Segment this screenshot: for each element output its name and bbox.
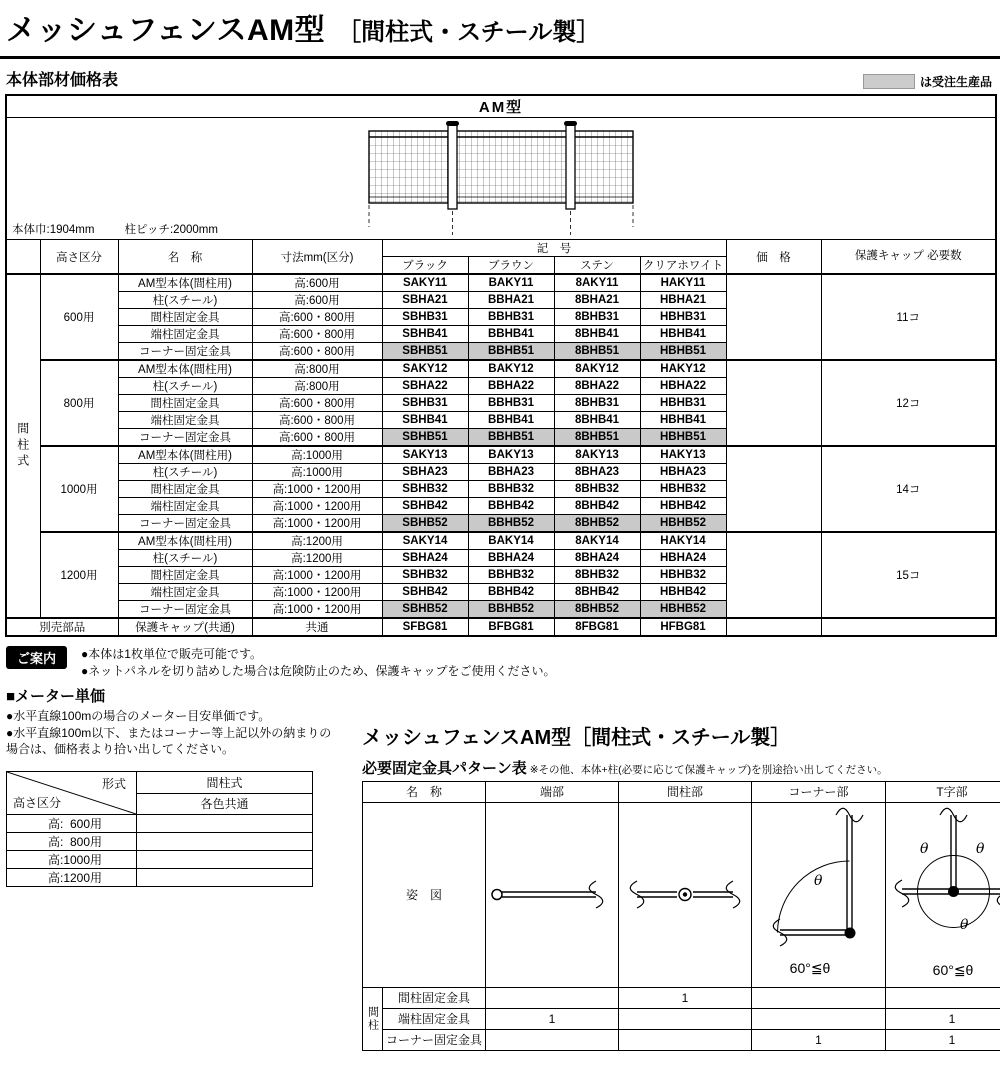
height-class-cell: 1000用 xyxy=(40,446,118,532)
corner-section-diagram xyxy=(754,803,884,987)
price-cell xyxy=(726,532,821,618)
dimension-cell: 高:600用 xyxy=(252,274,382,292)
page-header xyxy=(0,0,1000,59)
code-brown-cell: BBHA24 xyxy=(468,550,554,567)
code-stain-cell: 8FBG81 xyxy=(554,618,640,636)
code-stain-cell: 8AKY14 xyxy=(554,532,640,550)
code-black-cell: SBHB32 xyxy=(382,481,468,498)
diagonal-header-cell xyxy=(7,772,137,815)
price-table-subtitle: 本体部材価格表 xyxy=(6,72,119,89)
part-name-cell: コーナー固定金具 xyxy=(118,601,252,619)
col-header-corner: コーナー部 xyxy=(752,781,886,802)
fence-width-note: 本体巾:1904mm xyxy=(12,224,95,236)
col-header-code: 記 号 xyxy=(382,240,726,257)
code-black-cell: SBHA23 xyxy=(382,464,468,481)
code-brown-cell: BBHB51 xyxy=(468,343,554,361)
code-brown-cell: BBHB41 xyxy=(468,326,554,343)
theta-label: θ xyxy=(976,840,985,857)
qty-intermediate-cell: 1 xyxy=(619,987,752,1008)
part-name-cell: 端柱固定金具 xyxy=(118,498,252,515)
diagonal-header-type: 形式 xyxy=(101,777,126,792)
qty-end-cell xyxy=(486,1029,619,1050)
cap-count-cell: 11コ xyxy=(821,274,996,360)
table-row xyxy=(6,360,996,378)
fitting-name-cell: コーナー固定金具 xyxy=(383,1029,486,1050)
pattern-subtitle-row xyxy=(362,757,1000,778)
meter-price-title: ■メーター単価 xyxy=(6,687,106,705)
figure-label-cell: 姿 図 xyxy=(363,802,486,987)
pattern-note: ※その他、本体+柱(必要に応じて保護キャップ)を別途拾い出してください。 xyxy=(529,763,888,776)
col-header-name: 名 称 xyxy=(118,240,252,275)
col-header-dimension: 寸法mm(区分) xyxy=(252,240,382,275)
code-stain-cell: 8BHB51 xyxy=(554,343,640,361)
tee-section-diagram xyxy=(888,803,1000,987)
qty-corner-cell: 1 xyxy=(752,1029,886,1050)
model-name-header: AM型 xyxy=(6,95,996,118)
made-to-order-legend xyxy=(863,73,992,90)
fitting-name-cell: 間柱固定金具 xyxy=(383,987,486,1008)
part-name-cell: 保護キャップ(共通) xyxy=(118,618,252,636)
height-class-cell: 800用 xyxy=(40,360,118,446)
code-clearwhite-cell: HBHB31 xyxy=(640,395,726,412)
qty-end-cell xyxy=(486,987,619,1008)
fence-dimension-notes xyxy=(12,221,218,237)
diagonal-header-height: 高さ区分 xyxy=(13,796,62,811)
code-brown-cell: BAKY14 xyxy=(468,532,554,550)
qty-corner-cell xyxy=(752,1008,886,1029)
qty-end-cell: 1 xyxy=(486,1008,619,1029)
guide-section xyxy=(6,646,994,681)
table-row xyxy=(7,869,313,887)
code-brown-cell: BBHB32 xyxy=(468,481,554,498)
frame-type-label: 間柱 xyxy=(363,987,383,1050)
code-clearwhite-cell: HBHB41 xyxy=(640,326,726,343)
col-header-height: 高さ区分 xyxy=(40,240,118,275)
meter-price-cell xyxy=(137,851,313,869)
subtitle-row xyxy=(0,59,1000,94)
code-brown-cell: BBHB51 xyxy=(468,429,554,447)
dimension-cell: 高:1200用 xyxy=(252,550,382,567)
meter-price-table xyxy=(6,771,313,887)
meter-price-notes xyxy=(6,708,338,758)
dimension-cell: 高:800用 xyxy=(252,360,382,378)
post-pitch-note: 柱ピッチ:2000mm xyxy=(124,224,218,236)
code-brown-cell: BBHB32 xyxy=(468,567,554,584)
height-class-cell: 高: 800用 xyxy=(7,833,137,851)
code-stain-cell: 8BHA24 xyxy=(554,550,640,567)
part-name-cell: 間柱固定金具 xyxy=(118,395,252,412)
table-row xyxy=(7,851,313,869)
code-brown-cell: BAKY12 xyxy=(468,360,554,378)
cap-count-cell: 12コ xyxy=(821,360,996,446)
dimension-cell: 高:1000・1200用 xyxy=(252,567,382,584)
code-clearwhite-cell: HBHB52 xyxy=(640,601,726,619)
meter-price-cell xyxy=(137,815,313,833)
price-cell xyxy=(726,360,821,446)
code-clearwhite-cell: HBHB41 xyxy=(640,412,726,429)
code-stain-cell: 8BHB32 xyxy=(554,481,640,498)
code-brown-cell: BFBG81 xyxy=(468,618,554,636)
code-black-cell: SBHB41 xyxy=(382,412,468,429)
code-stain-cell: 8BHB31 xyxy=(554,395,640,412)
code-clearwhite-cell: HBHB32 xyxy=(640,481,726,498)
code-black-cell: SBHB32 xyxy=(382,567,468,584)
code-brown-cell: BBHA22 xyxy=(468,378,554,395)
dimension-cell: 高:600・800用 xyxy=(252,412,382,429)
dimension-cell: 高:1000・1200用 xyxy=(252,498,382,515)
height-class-cell: 高:1200用 xyxy=(7,869,137,887)
dimension-cell: 高:1000・1200用 xyxy=(252,515,382,533)
dimension-cell: 共通 xyxy=(252,618,382,636)
code-black-cell: SAKY11 xyxy=(382,274,468,292)
part-name-cell: 柱(スチール) xyxy=(118,464,252,481)
code-clearwhite-cell: HBHB51 xyxy=(640,429,726,447)
col-header-intermediate: 間柱部 xyxy=(619,781,752,802)
code-clearwhite-cell: HBHA21 xyxy=(640,292,726,309)
intermediate-post-cell xyxy=(619,802,752,987)
table-row xyxy=(6,446,996,464)
part-name-cell: 柱(スチール) xyxy=(118,550,252,567)
tee-section-cell xyxy=(886,802,1000,987)
dimension-cell: 高:600・800用 xyxy=(252,429,382,447)
dimension-cell: 高:600・800用 xyxy=(252,395,382,412)
code-clearwhite-cell: HAKY14 xyxy=(640,532,726,550)
part-name-cell: 端柱固定金具 xyxy=(118,584,252,601)
part-name-cell: AM型本体(間柱用) xyxy=(118,532,252,550)
code-stain-cell: 8BHA21 xyxy=(554,292,640,309)
code-clearwhite-cell: HBHB42 xyxy=(640,498,726,515)
code-brown-cell: BBHB42 xyxy=(468,498,554,515)
meter-price-section xyxy=(6,685,338,1051)
part-name-cell: AM型本体(間柱用) xyxy=(118,360,252,378)
code-black-cell: SBHB31 xyxy=(382,309,468,326)
angle-condition-label: 60°≦θ xyxy=(932,961,974,978)
part-name-cell: コーナー固定金具 xyxy=(118,515,252,533)
code-black-cell: SAKY13 xyxy=(382,446,468,464)
bottom-section xyxy=(6,685,995,1051)
code-stain-cell: 8BHB51 xyxy=(554,429,640,447)
code-black-cell: SBHB41 xyxy=(382,326,468,343)
dimension-cell: 高:1200用 xyxy=(252,532,382,550)
table-row xyxy=(6,95,996,118)
code-black-cell: SAKY12 xyxy=(382,360,468,378)
angle-condition-label: 60°≦θ xyxy=(789,959,831,976)
qty-tee-cell: 1 xyxy=(886,1008,1000,1029)
meter-note-line: ●水平直線100m以下、またはコーナー等上記以外の納まりの場合は、価格表より拾い出してください。 xyxy=(6,725,332,757)
corner-section-cell xyxy=(752,802,886,987)
dimension-cell: 高:800用 xyxy=(252,378,382,395)
code-black-cell: SBHB42 xyxy=(382,498,468,515)
part-name-cell: 間柱固定金具 xyxy=(118,309,252,326)
code-stain-cell: 8BHB41 xyxy=(554,412,640,429)
col-header-color-clearwhite: クリアホワイト xyxy=(640,257,726,275)
accessory-category-cell: 別売部品 xyxy=(6,618,118,636)
part-name-cell: 端柱固定金具 xyxy=(118,326,252,343)
height-class-cell: 高:1000用 xyxy=(7,851,137,869)
part-name-cell: コーナー固定金具 xyxy=(118,429,252,447)
price-cell xyxy=(726,618,821,636)
theta-label: θ xyxy=(960,916,969,933)
dimension-cell: 高:600用 xyxy=(252,292,382,309)
page-title: メッシュフェンスAM型 xyxy=(6,14,326,47)
code-clearwhite-cell: HAKY11 xyxy=(640,274,726,292)
part-name-cell: 間柱固定金具 xyxy=(118,567,252,584)
dimension-cell: 高:1000用 xyxy=(252,464,382,481)
code-brown-cell: BBHB41 xyxy=(468,412,554,429)
code-black-cell: SBHB31 xyxy=(382,395,468,412)
guide-note-line: ●本体は1枚単位で販売可能です。 xyxy=(81,647,262,661)
col-header-name: 名 称 xyxy=(363,781,486,802)
meter-note-line: ●水平直線100mの場合のメーター目安単価です。 xyxy=(6,708,271,723)
meter-price-cell xyxy=(137,833,313,851)
part-name-cell: 間柱固定金具 xyxy=(118,481,252,498)
qty-intermediate-cell xyxy=(619,1029,752,1050)
table-row xyxy=(363,1029,1000,1050)
guide-label: ご案内 xyxy=(6,646,67,669)
code-stain-cell: 8BHB41 xyxy=(554,326,640,343)
dimension-cell: 高:600・800用 xyxy=(252,343,382,361)
price-cell xyxy=(726,446,821,532)
code-stain-cell: 8AKY13 xyxy=(554,446,640,464)
code-stain-cell: 8BHB31 xyxy=(554,309,640,326)
fitting-pattern-table xyxy=(362,781,1000,1051)
page-title-suffix: ［間柱式・スチール製］ xyxy=(337,19,601,46)
table-row xyxy=(6,274,996,292)
dimension-cell: 高:600・800用 xyxy=(252,309,382,326)
code-clearwhite-cell: HBHB32 xyxy=(640,567,726,584)
qty-tee-cell xyxy=(886,987,1000,1008)
theta-label: θ xyxy=(814,872,823,889)
table-row xyxy=(6,532,996,550)
code-brown-cell: BBHB31 xyxy=(468,395,554,412)
dimension-cell: 高:600・800用 xyxy=(252,326,382,343)
height-class-cell: 600用 xyxy=(40,274,118,360)
code-black-cell: SFBG81 xyxy=(382,618,468,636)
end-section-cell xyxy=(486,802,619,987)
part-name-cell: コーナー固定金具 xyxy=(118,343,252,361)
code-clearwhite-cell: HBHB52 xyxy=(640,515,726,533)
code-clearwhite-cell: HFBG81 xyxy=(640,618,726,636)
code-black-cell: SBHB42 xyxy=(382,584,468,601)
col-header-price: 価 格 xyxy=(726,240,821,275)
code-brown-cell: BAKY11 xyxy=(468,274,554,292)
col-header-color-brown: ブラウン xyxy=(468,257,554,275)
cap-count-cell: 14コ xyxy=(821,446,996,532)
guide-note-line: ●ネットパネルを切り詰めした場合は危険防止のため、保護キャップをご使用ください。 xyxy=(81,664,556,679)
table-header-row xyxy=(363,781,1000,802)
table-row xyxy=(7,772,313,794)
col-header-color-black: ブラック xyxy=(382,257,468,275)
part-name-cell: 端柱固定金具 xyxy=(118,412,252,429)
code-brown-cell: BBHA21 xyxy=(468,292,554,309)
meter-price-cell xyxy=(137,869,313,887)
cap-count-cell xyxy=(821,618,996,636)
code-stain-cell: 8BHB42 xyxy=(554,498,640,515)
code-clearwhite-cell: HBHB51 xyxy=(640,343,726,361)
code-black-cell: SBHB51 xyxy=(382,429,468,447)
height-class-cell: 高: 600用 xyxy=(7,815,137,833)
table-row xyxy=(7,833,313,851)
fitting-name-cell: 端柱固定金具 xyxy=(383,1008,486,1029)
code-stain-cell: 8BHB52 xyxy=(554,515,640,533)
code-brown-cell: BBHB42 xyxy=(468,584,554,601)
table-row xyxy=(6,618,996,636)
pattern-section-title: メッシュフェンスAM型［間柱式・スチール製］ xyxy=(362,726,791,749)
code-stain-cell: 8BHB52 xyxy=(554,601,640,619)
dimension-cell: 高:1000・1200用 xyxy=(252,481,382,498)
pattern-subtitle: 必要固定金具パターン表 xyxy=(362,759,527,777)
corner-spacer-cell xyxy=(6,240,40,275)
code-brown-cell: BBHB52 xyxy=(468,515,554,533)
meter-col-header: 間柱式 xyxy=(137,772,313,794)
code-brown-cell: BBHA23 xyxy=(468,464,554,481)
fitting-pattern-section xyxy=(338,685,1000,1051)
col-header-color-stain: ステン xyxy=(554,257,640,275)
table-row xyxy=(363,987,1000,1008)
table-row xyxy=(363,802,1000,987)
code-black-cell: SBHA22 xyxy=(382,378,468,395)
code-clearwhite-cell: HBHA23 xyxy=(640,464,726,481)
code-stain-cell: 8BHB32 xyxy=(554,567,640,584)
col-header-tee: T字部 xyxy=(886,781,1000,802)
code-brown-cell: BBHB31 xyxy=(468,309,554,326)
code-stain-cell: 8BHA22 xyxy=(554,378,640,395)
col-header-cap: 保護キャップ 必要数 xyxy=(821,240,996,275)
gray-swatch-icon xyxy=(863,74,915,89)
height-class-cell: 1200用 xyxy=(40,532,118,618)
table-header-row xyxy=(6,240,996,257)
code-clearwhite-cell: HAKY12 xyxy=(640,360,726,378)
frame-type-label: 間柱式 xyxy=(6,274,40,618)
qty-tee-cell: 1 xyxy=(886,1029,1000,1050)
code-clearwhite-cell: HBHA24 xyxy=(640,550,726,567)
theta-label: θ xyxy=(920,840,929,857)
code-clearwhite-cell: HBHB42 xyxy=(640,584,726,601)
code-black-cell: SBHA21 xyxy=(382,292,468,309)
code-stain-cell: 8AKY11 xyxy=(554,274,640,292)
fence-drawing xyxy=(351,121,651,239)
part-name-cell: 柱(スチール) xyxy=(118,292,252,309)
intermediate-post-diagram xyxy=(621,872,749,918)
col-header-end: 端部 xyxy=(486,781,619,802)
table-row xyxy=(363,1008,1000,1029)
fence-illustration-cell xyxy=(6,118,996,240)
code-black-cell: SBHB52 xyxy=(382,601,468,619)
code-brown-cell: BBHB52 xyxy=(468,601,554,619)
code-black-cell: SBHB51 xyxy=(382,343,468,361)
dimension-cell: 高:1000・1200用 xyxy=(252,584,382,601)
meter-col-subheader: 各色共通 xyxy=(137,793,313,815)
code-black-cell: SBHB52 xyxy=(382,515,468,533)
part-name-cell: AM型本体(間柱用) xyxy=(118,274,252,292)
price-cell xyxy=(726,274,821,360)
part-name-cell: 柱(スチール) xyxy=(118,378,252,395)
code-black-cell: SAKY14 xyxy=(382,532,468,550)
code-stain-cell: 8BHB42 xyxy=(554,584,640,601)
code-stain-cell: 8AKY12 xyxy=(554,360,640,378)
code-stain-cell: 8BHA23 xyxy=(554,464,640,481)
cap-count-cell: 15コ xyxy=(821,532,996,618)
code-brown-cell: BAKY13 xyxy=(468,446,554,464)
dimension-cell: 高:1000用 xyxy=(252,446,382,464)
part-name-cell: AM型本体(間柱用) xyxy=(118,446,252,464)
qty-intermediate-cell xyxy=(619,1008,752,1029)
code-clearwhite-cell: HAKY13 xyxy=(640,446,726,464)
table-row xyxy=(6,118,996,240)
main-price-table xyxy=(5,94,997,637)
dimension-cell: 高:1000・1200用 xyxy=(252,601,382,619)
code-black-cell: SBHA24 xyxy=(382,550,468,567)
code-clearwhite-cell: HBHB31 xyxy=(640,309,726,326)
legend-note: は受注生産品 xyxy=(919,75,992,89)
qty-corner-cell xyxy=(752,987,886,1008)
table-row xyxy=(7,815,313,833)
end-section-diagram xyxy=(488,872,616,918)
code-clearwhite-cell: HBHA22 xyxy=(640,378,726,395)
guide-notes xyxy=(81,646,556,681)
